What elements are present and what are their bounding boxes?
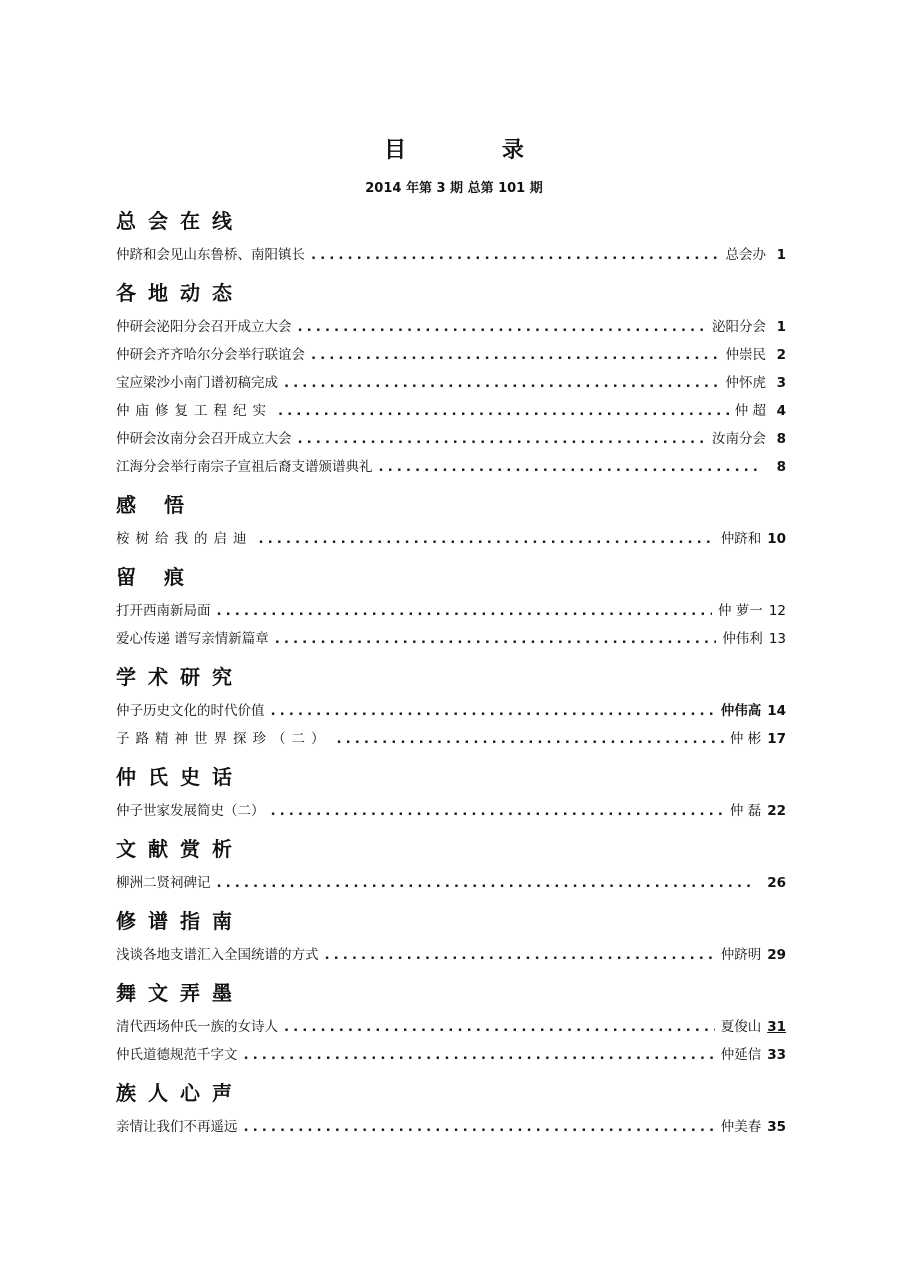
entry-title: 仲研会齐齐哈尔分会举行联谊会 — [116, 347, 305, 363]
toc-entry[interactable] — [116, 453, 786, 481]
entry-author: 仲跻和 — [720, 531, 762, 547]
dot-leader — [298, 313, 707, 341]
toc-entry[interactable] — [116, 525, 786, 553]
section-heading: 修谱指南 — [116, 909, 244, 933]
section-heading: 感悟 — [116, 493, 212, 517]
issue-line: 2014 年第 3 期 总第 101 期 — [365, 181, 543, 196]
dot-leader — [278, 397, 729, 425]
entry-author: 汝南分会 — [712, 431, 766, 447]
section-heading: 文献赏析 — [116, 837, 244, 861]
dot-leader — [298, 425, 707, 453]
dot-leader — [284, 369, 720, 397]
section-heading: 留痕 — [116, 565, 212, 589]
toc-entry[interactable] — [116, 1041, 786, 1069]
entry-title: 子路精神世界探珍（二） — [116, 731, 331, 747]
toc-entry[interactable] — [116, 697, 786, 725]
entry-title: 桉树给我的启迪 — [116, 531, 253, 547]
section-heading: 族人心声 — [116, 1081, 244, 1105]
toc-entry[interactable] — [116, 797, 786, 825]
section-gedi-dongtai — [116, 277, 786, 481]
entry-author: 仲伟高 — [720, 703, 762, 719]
entry-page: 2 — [776, 347, 786, 363]
section-ganwu — [116, 489, 786, 553]
entry-author: 仲延信 — [720, 1047, 762, 1063]
section-xiupu-zhinan — [116, 905, 786, 969]
entry-page: 13 — [768, 631, 786, 647]
entry-title: 打开西南新局面 — [116, 603, 211, 619]
section-heading: 总会在线 — [116, 209, 244, 233]
toc-entry[interactable] — [116, 241, 786, 269]
entry-title: 仲子历史文化的时代价值 — [116, 703, 265, 719]
entry-page: 29 — [767, 947, 786, 963]
toc-content — [116, 205, 786, 1141]
entry-page: 8 — [776, 459, 786, 475]
entry-title: 柳洲二贤祠碑记 — [116, 875, 211, 891]
entry-author: 仲伟利 — [722, 631, 763, 647]
entry-title: 爱心传递 谱写亲情新篇章 — [116, 631, 269, 647]
dot-leader — [259, 525, 715, 553]
entry-author: 仲 磊 — [729, 803, 762, 819]
entry-page: 12 — [768, 603, 786, 619]
section-heading: 各地动态 — [116, 281, 244, 305]
entry-author: 夏俊山 — [720, 1019, 762, 1035]
toc-entry[interactable] — [116, 341, 786, 369]
dot-leader — [271, 697, 715, 725]
entry-title: 清代西场仲氏一族的女诗人 — [116, 1019, 278, 1035]
entry-page: 10 — [767, 531, 786, 547]
entry-author: 总会办 — [725, 247, 766, 263]
entry-page: 8 — [776, 431, 786, 447]
dot-leader — [244, 1113, 715, 1141]
toc-entry[interactable] — [116, 597, 786, 625]
section-zonghui-zaixian — [116, 205, 786, 269]
dot-leader — [325, 941, 715, 969]
section-heading: 仲氏史话 — [116, 765, 244, 789]
dot-leader — [311, 341, 720, 369]
section-xueshu-yanjiu — [116, 661, 786, 753]
dot-leader — [379, 453, 761, 481]
entry-page: 3 — [776, 375, 786, 391]
entry-title: 江海分会举行南宗子宣祖后裔支谱颁谱典礼 — [116, 459, 373, 475]
entry-author: 仲美春 — [720, 1119, 762, 1135]
entry-title: 仲氏道德规范千字文 — [116, 1047, 238, 1063]
entry-page: 35 — [767, 1119, 786, 1135]
entry-page: 31 — [767, 1019, 786, 1035]
dot-leader — [217, 597, 713, 625]
toc-entry[interactable] — [116, 1013, 786, 1041]
section-heading: 学术研究 — [116, 665, 244, 689]
entry-title: 亲情让我们不再遥远 — [116, 1119, 238, 1135]
section-wuwen-nongmo — [116, 977, 786, 1069]
dot-leader — [311, 241, 720, 269]
entry-page: 17 — [767, 731, 786, 747]
toc-title: 目 录 — [384, 138, 568, 163]
toc-entry[interactable] — [116, 369, 786, 397]
entry-title: 仲庙修复工程纪实 — [116, 403, 272, 419]
entry-page: 14 — [767, 703, 786, 719]
toc-entry[interactable] — [116, 1113, 786, 1141]
entry-page: 1 — [776, 319, 786, 335]
entry-author: 仲崇民 — [725, 347, 766, 363]
toc-entry[interactable] — [116, 425, 786, 453]
toc-entry[interactable] — [116, 725, 786, 753]
toc-entry[interactable] — [116, 397, 786, 425]
section-wenxian-shangxi — [116, 833, 786, 897]
toc-entry[interactable] — [116, 313, 786, 341]
toc-entry[interactable] — [116, 941, 786, 969]
entry-page: 26 — [767, 875, 786, 891]
entry-page: 33 — [767, 1047, 786, 1063]
entry-title: 仲研会泌阳分会召开成立大会 — [116, 319, 292, 335]
entry-author: 仲 超 — [734, 403, 766, 419]
dot-leader — [244, 1041, 715, 1069]
dot-leader — [337, 725, 724, 753]
dot-leader — [217, 869, 756, 897]
entry-title: 浅谈各地支谱汇入全国统谱的方式 — [116, 947, 319, 963]
entry-page: 22 — [767, 803, 786, 819]
entry-author: 仲跻明 — [720, 947, 762, 963]
entry-page: 4 — [776, 403, 786, 419]
section-zhongshi-shihua — [116, 761, 786, 825]
entry-title: 仲研会汝南分会召开成立大会 — [116, 431, 292, 447]
entry-page: 1 — [776, 247, 786, 263]
toc-entry[interactable] — [116, 625, 786, 653]
entry-title: 仲跻和会见山东鲁桥、南阳镇长 — [116, 247, 305, 263]
entry-author: 仲 彬 — [729, 731, 762, 747]
entry-author: 泌阳分会 — [712, 319, 766, 335]
entry-title: 宝应梁沙小南门谱初稿完成 — [116, 375, 278, 391]
section-liuhen — [116, 561, 786, 653]
entry-author: 仲怀虎 — [725, 375, 766, 391]
dot-leader — [284, 1013, 715, 1041]
toc-entry[interactable] — [116, 869, 786, 897]
section-zuren-xinsheng — [116, 1077, 786, 1141]
entry-title: 仲子世家发展简史（二） — [116, 803, 265, 819]
section-heading: 舞文弄墨 — [116, 981, 244, 1005]
dot-leader — [275, 625, 717, 653]
dot-leader — [271, 797, 724, 825]
entry-author: 仲 萝一 — [718, 603, 763, 619]
